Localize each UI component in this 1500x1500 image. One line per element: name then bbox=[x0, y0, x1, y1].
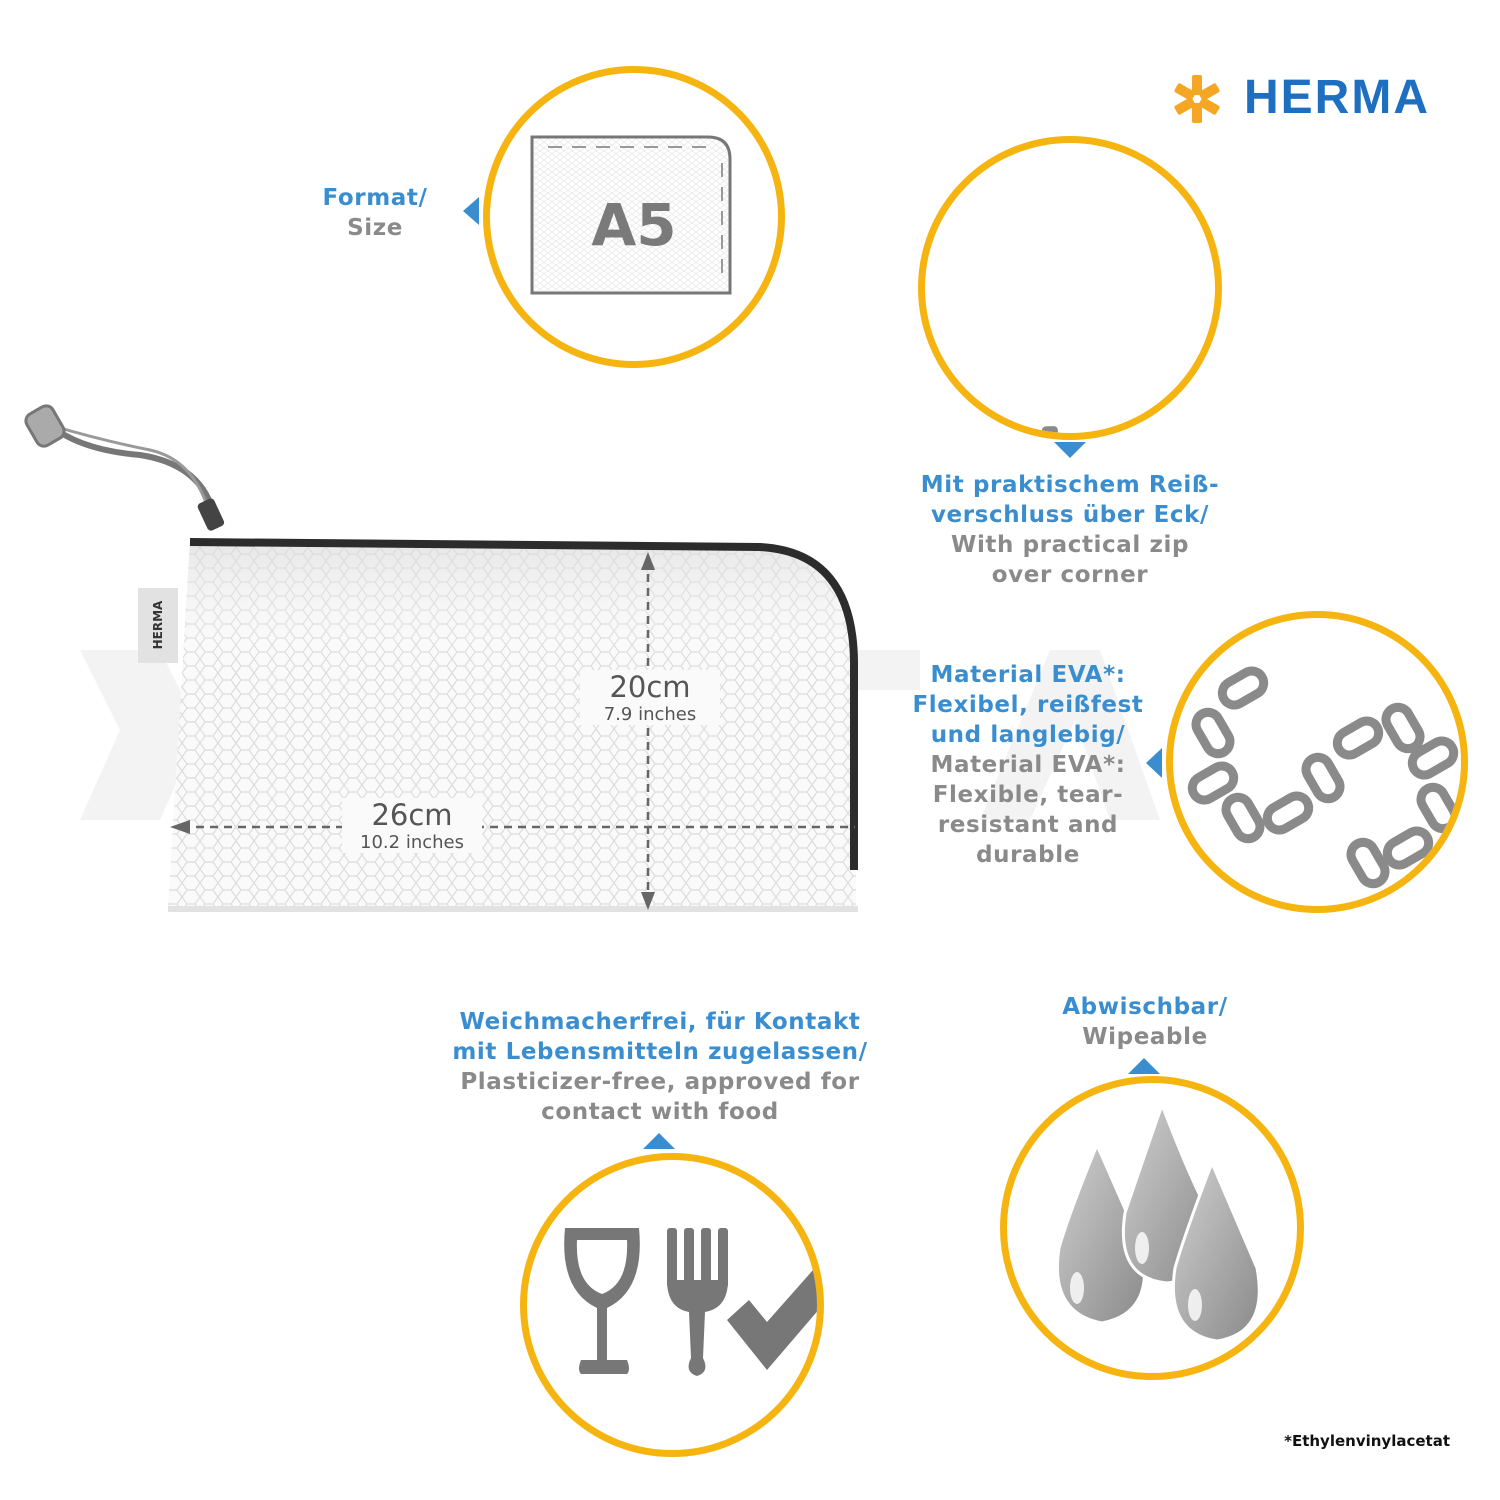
brand-name: HERMA bbox=[1244, 71, 1430, 124]
zip-label-de-1: Mit praktischem Reiß- bbox=[920, 472, 1220, 498]
zip-label-en-1: With practical zip bbox=[950, 532, 1190, 558]
width-dimension bbox=[342, 798, 482, 853]
width-value: 26 bbox=[371, 798, 409, 832]
zip-pointer bbox=[1054, 442, 1086, 458]
width-inches: 10.2 inches bbox=[360, 832, 464, 853]
food-pointer bbox=[643, 1133, 675, 1149]
chain-link bbox=[1383, 827, 1433, 870]
material-label-en-2: Flexible, tear- bbox=[932, 782, 1124, 808]
food-label-en-1: Plasticizer-free, approved for bbox=[460, 1069, 860, 1095]
chain-link bbox=[1347, 838, 1390, 888]
zip-label-en-2: over corner bbox=[991, 562, 1149, 588]
chain-link bbox=[1222, 793, 1265, 843]
material-label-en-3: resistant and bbox=[937, 812, 1119, 838]
chain-link bbox=[1333, 717, 1383, 760]
size-label-en: Size bbox=[347, 215, 403, 241]
material-feature-circle bbox=[1166, 611, 1468, 913]
height-dimension bbox=[580, 670, 720, 725]
chain-link bbox=[1302, 753, 1345, 803]
size-label: Format/ Size bbox=[300, 183, 450, 243]
wipe-label: Abwischbar/ Wipeable bbox=[1040, 992, 1250, 1052]
chain-link bbox=[1417, 783, 1460, 833]
size-value: A5 bbox=[591, 191, 677, 259]
water-drops-icon bbox=[1007, 1083, 1297, 1373]
material-label-de-3: und langlebig bbox=[930, 722, 1117, 748]
chain-link bbox=[1218, 667, 1268, 710]
zipper-tooth bbox=[1007, 427, 1024, 433]
wipe-pointer bbox=[1128, 1058, 1160, 1074]
chain-link bbox=[1382, 703, 1425, 753]
height-inches: 7.9 inches bbox=[603, 704, 697, 725]
height-unit: cm bbox=[646, 670, 691, 704]
pouch-brand-tag: HERMA bbox=[151, 600, 165, 650]
material-label-en-1: Material EVA*: bbox=[930, 752, 1126, 778]
herma-star-icon bbox=[1172, 74, 1222, 124]
zip-feature-circle bbox=[918, 136, 1222, 440]
size-feature-circle bbox=[483, 66, 785, 368]
width-unit: cm bbox=[408, 798, 453, 832]
food-label-en-2: contact with food bbox=[541, 1099, 779, 1125]
height-value: 20 bbox=[609, 670, 647, 704]
chain-icon bbox=[1173, 618, 1463, 908]
wipe-label-en: Wipeable bbox=[1082, 1024, 1208, 1050]
brand-logo bbox=[1172, 71, 1452, 124]
size-pointer bbox=[463, 197, 479, 225]
zip-label: Mit praktischem Reiß- verschluss über Eck/ With practical zip over corner bbox=[890, 470, 1250, 590]
wipe-label-de: Abwischbar bbox=[1062, 994, 1219, 1020]
material-label: Material EVA*: Flexibel, reißfest und langlebig/ Material EVA*: Flexible, tear- resistant and durable bbox=[888, 660, 1168, 870]
wipe-feature-circle bbox=[1000, 1076, 1304, 1380]
zipper-icon bbox=[925, 143, 1215, 433]
food-feature-circle bbox=[520, 1153, 824, 1457]
food-label-de-2: mit Lebensmitteln zugelassen bbox=[452, 1039, 859, 1065]
material-label-en-4: durable bbox=[976, 842, 1080, 868]
chain-link bbox=[1192, 708, 1235, 758]
material-label-de-2: Flexibel, reißfest bbox=[912, 692, 1144, 718]
zip-label-de-2: verschluss über Eck bbox=[930, 502, 1201, 528]
footnote: *Ethylenvinylacetat bbox=[1284, 1432, 1450, 1450]
cutlery-check-icon bbox=[527, 1160, 817, 1450]
chain-link bbox=[1263, 792, 1313, 835]
material-label-de-1: Material EVA*: bbox=[930, 662, 1126, 688]
food-label: Weichmacherfrei, für Kontakt mit Lebensmitteln zugelassen/ Plasticizer-free, approved for contact with food bbox=[430, 1007, 890, 1127]
zipper-tooth bbox=[1042, 426, 1059, 433]
food-label-de-1: Weichmacherfrei, für Kontakt bbox=[459, 1009, 861, 1035]
size-label-de: Format bbox=[322, 185, 419, 211]
product-pouch bbox=[20, 400, 870, 930]
